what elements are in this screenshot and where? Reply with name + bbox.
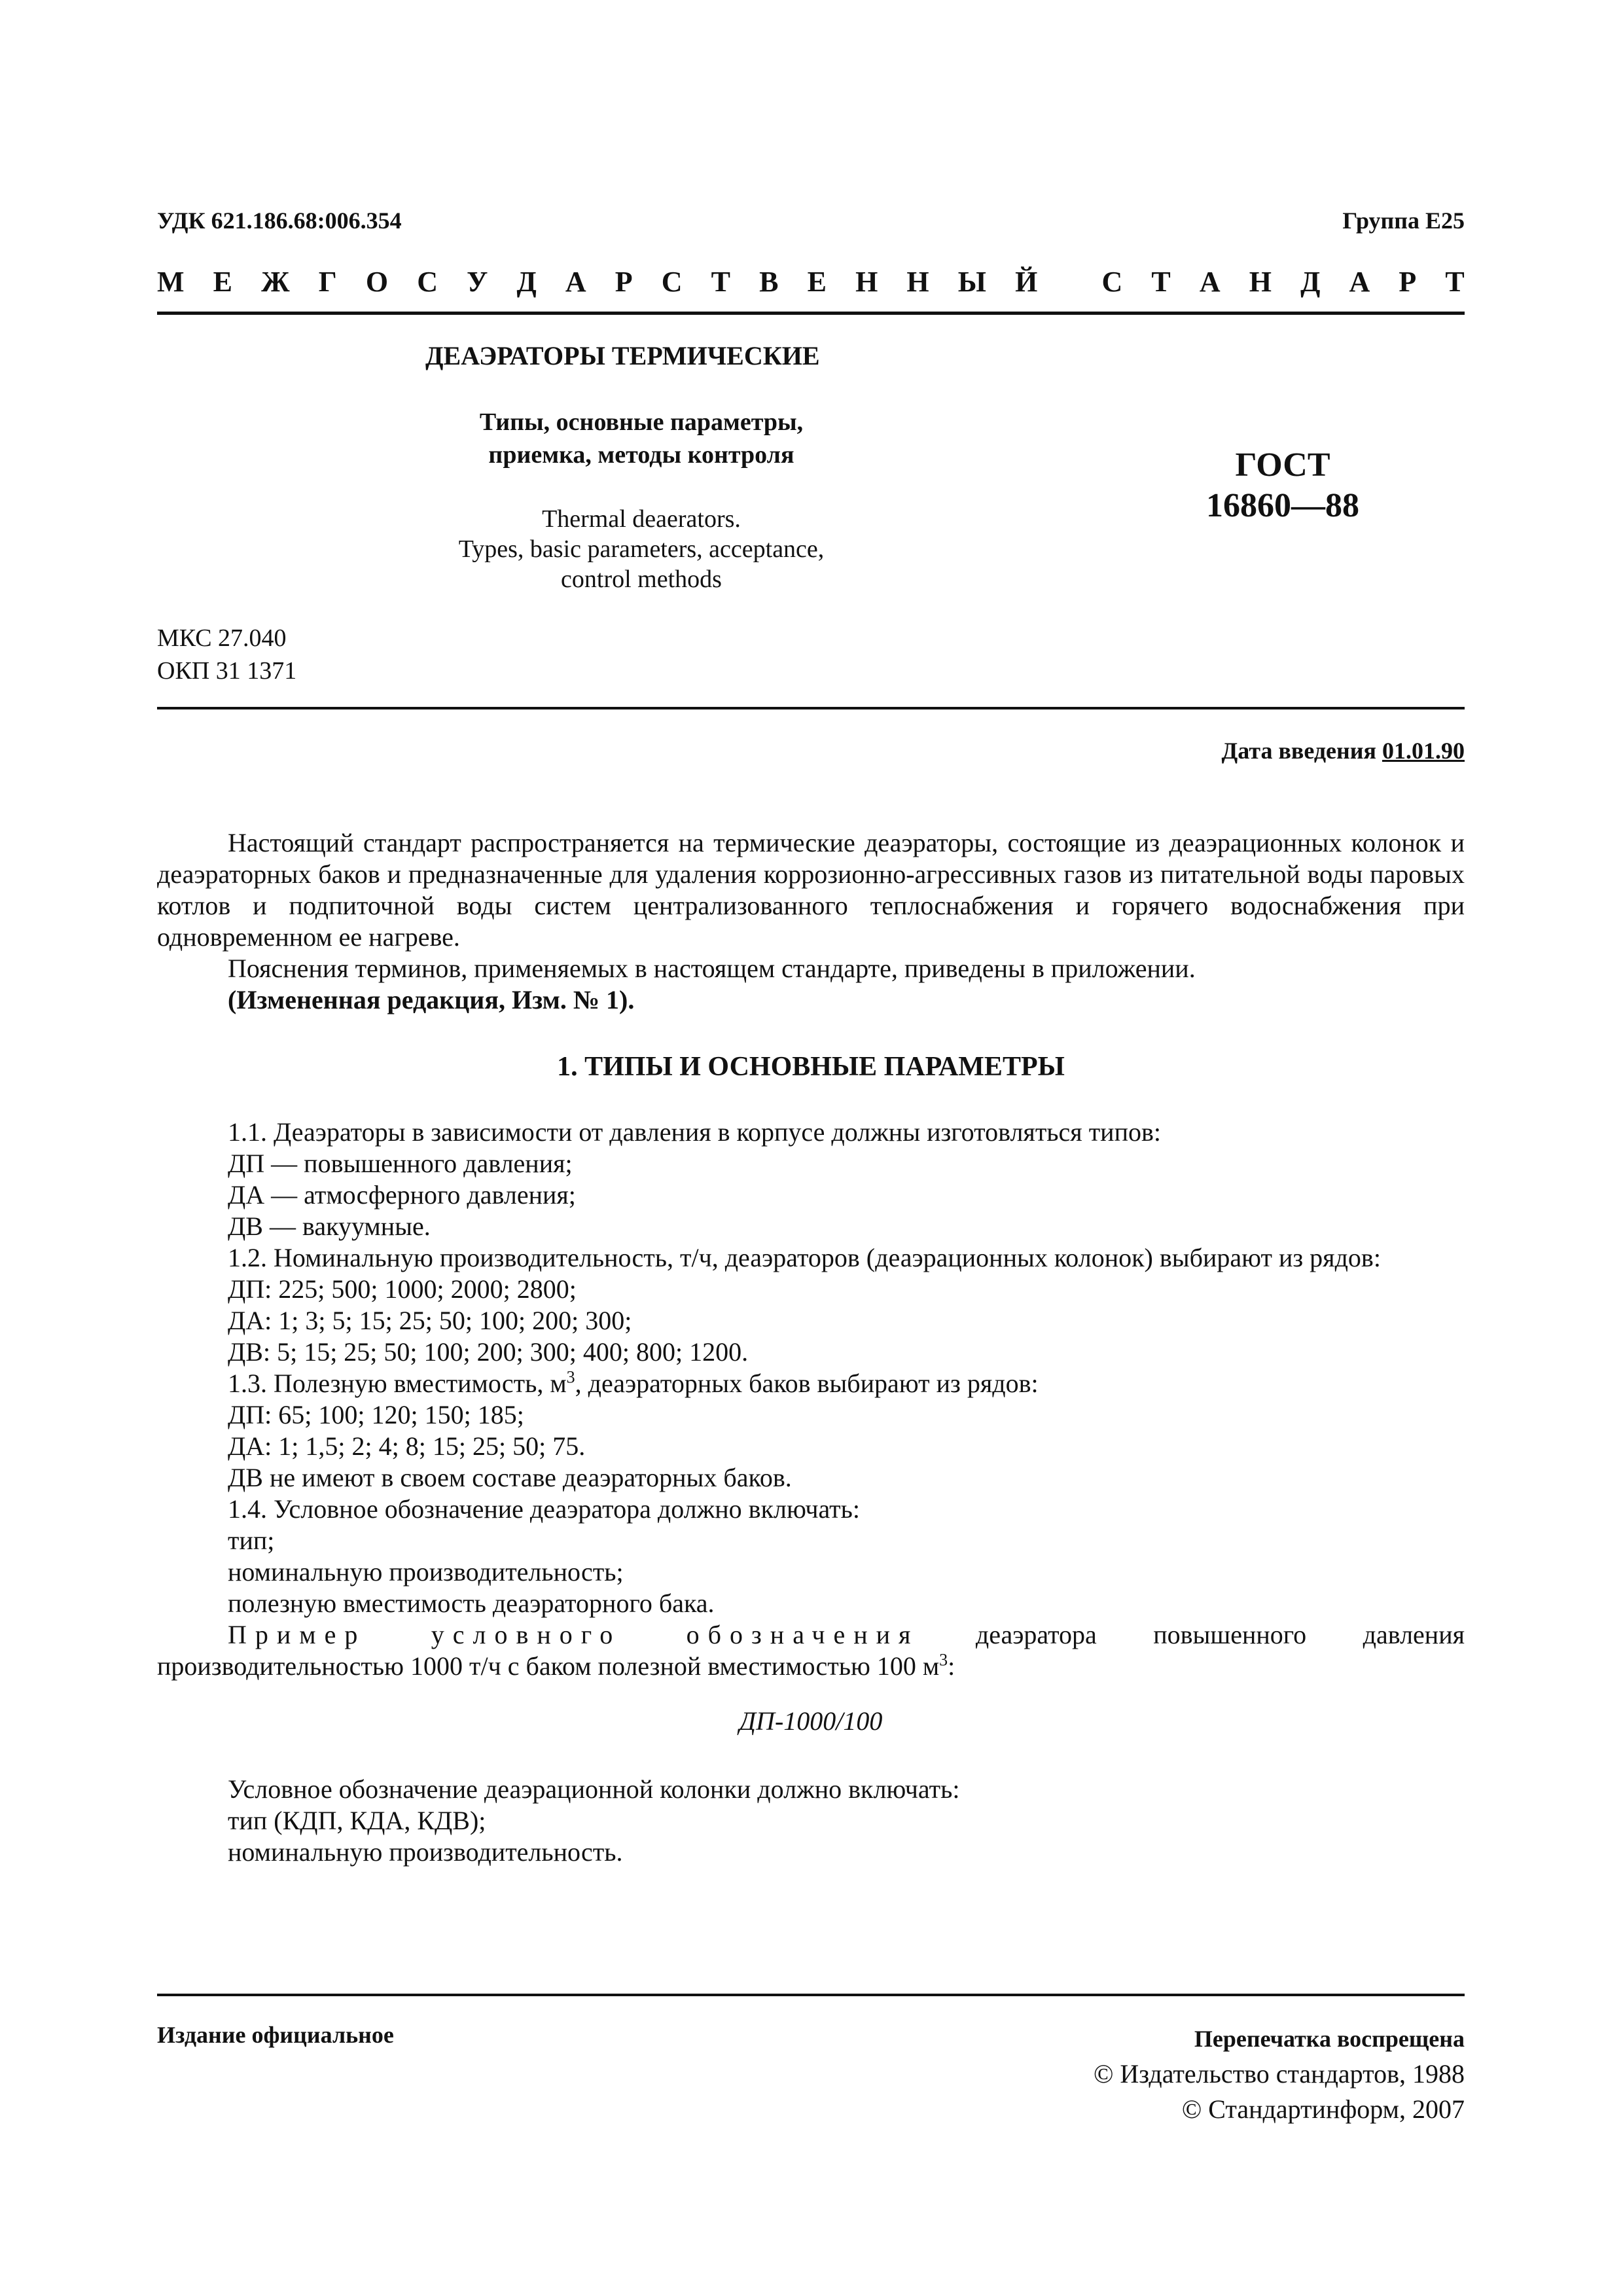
title-main: ДЕАЭРАТОРЫ ТЕРМИЧЕСКИЕ: [425, 341, 820, 370]
mks-code: МКС 27.040: [157, 624, 287, 652]
group-code: Группа Е25: [1342, 207, 1465, 234]
heading-letter: О: [365, 265, 389, 298]
heading-letter: Ж: [261, 265, 290, 298]
heading-letter: С: [417, 265, 438, 298]
heading-letter: Р: [1399, 265, 1417, 298]
clause-1-3-text-end: , деаэраторных баков выбирают из рядов:: [575, 1369, 1039, 1398]
heading-letter: Н: [906, 265, 929, 298]
official-edition: Издание официальное: [157, 2022, 394, 2048]
title-english: [393, 504, 890, 594]
clause-1-4-item-1: тип;: [228, 1526, 275, 1555]
classification-codes: [157, 622, 296, 687]
heading-letter: Т: [1151, 265, 1171, 298]
heading-letter: Е: [807, 265, 827, 298]
clause-1-2: 1.2. Номинальную производительность, т/ч, деаэраторов (деаэрационных колонок) выбирают из рядов:: [228, 1243, 1381, 1272]
title-sub-line2: приемка, методы контроля: [488, 441, 794, 469]
clause-1-4-item-2: номинальную производительность;: [228, 1557, 624, 1587]
date-label: Дата введения: [1221, 738, 1382, 764]
header-rule: [157, 312, 1465, 315]
heading-letter: А: [1349, 265, 1370, 298]
amendment-note: (Измененная редакция, Изм. № 1).: [228, 985, 635, 1014]
intro-paragraph-1: Настоящий стандарт распространяется на термические деаэраторы, состоящие из деаэрационных колонок и деаэраторных баков и предназначенные для удаления коррозионно-агрессивных газов из питательной воды паровых котлов и подпиточной воды систем централизованного теплоснабжения и горячего водоснабжения при одновременном ее нагреве.: [157, 828, 1465, 952]
reprint-notice: Перепечатка воспрещена: [1194, 2026, 1465, 2052]
clause-1-1-dp: ДП — повышенного давления;: [228, 1149, 573, 1178]
gost-number: [1152, 445, 1414, 526]
heading-letter: М: [157, 265, 185, 298]
heading-letter: Д: [516, 265, 537, 298]
clause-1-3-dv: ДВ не имеют в своем составе деаэраторных баков.: [228, 1463, 792, 1492]
heading-letter: Н: [855, 265, 878, 298]
heading-letter: Т: [1445, 265, 1465, 298]
example-end: :: [948, 1651, 955, 1681]
example-sup: 3: [939, 1650, 948, 1670]
gost-label: ГОСТ: [1235, 446, 1330, 484]
clause-1-4: 1.4. Условное обозначение деаэратора должно включать:: [228, 1494, 860, 1524]
footer-rights: [1094, 2021, 1465, 2127]
codes-rule: [157, 707, 1465, 709]
standard-heading: [157, 262, 1465, 301]
footer-rule: [157, 1994, 1465, 1996]
heading-letter: А: [565, 265, 586, 298]
clause-1-1-da: ДА — атмосферного давления;: [228, 1180, 576, 1210]
heading-letter: Р: [615, 265, 633, 298]
title-en-line2: Types, basic parameters, acceptance,: [458, 535, 825, 563]
copyright-2007: © Стандартинформ, 2007: [1181, 2094, 1465, 2124]
clause-1-3: [157, 1368, 1465, 1399]
heading-letter: С: [1101, 265, 1123, 298]
clause-1-2-dv: ДВ: 5; 15; 25; 50; 100; 200; 300; 400; 800; 1200.: [228, 1337, 749, 1367]
gost-code: 16860—88: [1206, 487, 1359, 524]
heading-letter: У: [467, 265, 488, 298]
clause-1-3-sup: 3: [566, 1367, 575, 1387]
clause-1-1-dv: ДВ — вакуумные.: [228, 1211, 431, 1241]
clause-1-3-da: ДА: 1; 1,5; 2; 4; 8; 15; 25; 50; 75.: [228, 1431, 586, 1461]
date-value: 01.01.90: [1382, 738, 1465, 764]
heading-letter: Ы: [957, 265, 986, 298]
clause-1-2-da: ДА: 1; 3; 5; 15; 25; 50; 100; 200; 300;: [228, 1306, 632, 1335]
intro-paragraph-2: Пояснения терминов, применяемых в настоящем стандарте, приведены в приложении.: [228, 954, 1196, 983]
example-label: Пример условного обозначения: [228, 1620, 919, 1649]
heading-letter: Н: [1249, 265, 1272, 298]
heading-letter: Г: [318, 265, 337, 298]
section-1-title: 1. ТИПЫ И ОСНОВНЫЕ ПАРАМЕТРЫ: [557, 1052, 1065, 1082]
example-code: ДП-1000/100: [739, 1706, 883, 1736]
clause-1-4-item-3: полезную вместимость деаэраторного бака.: [228, 1588, 715, 1618]
clause-1-1: 1.1. Деаэраторы в зависимости от давления в корпусе должны изготовляться типов:: [228, 1117, 1161, 1147]
section-1-body: [157, 1117, 1465, 1868]
column-designation-item-2: номинальную производительность.: [228, 1837, 623, 1867]
example-text: деаэратора повышенного давления производительностью 1000 т/ч с баком полезной вместимостью 100 м: [157, 1620, 1465, 1681]
intro-section: [157, 827, 1465, 1016]
heading-letter: Е: [213, 265, 232, 298]
okp-code: ОКП 31 1371: [157, 657, 297, 685]
heading-letter: С: [661, 265, 683, 298]
heading-letter: Д: [1300, 265, 1321, 298]
column-designation-intro: Условное обозначение деаэрационной колонки должно включать:: [228, 1774, 960, 1804]
heading-letter: В: [759, 265, 779, 298]
title-en-line3: control methods: [561, 565, 722, 593]
clause-1-3-dp: ДП: 65; 100; 120; 150; 185;: [228, 1400, 524, 1429]
designation-example: [157, 1619, 1465, 1682]
copyright-1988: © Издательство стандартов, 1988: [1093, 2059, 1465, 2089]
udk-code: УДК 621.186.68:006.354: [157, 207, 402, 234]
clause-1-2-dp: ДП: 225; 500; 1000; 2000; 2800;: [228, 1274, 577, 1304]
title-sub: [393, 406, 890, 471]
title-en-line1: Thermal deaerators.: [542, 505, 741, 533]
heading-letter: Т: [711, 265, 731, 298]
column-designation-item-1: тип (КДП, КДА, КДВ);: [228, 1806, 486, 1835]
introduction-date: [1222, 737, 1465, 764]
heading-letter: А: [1199, 265, 1221, 298]
title-sub-line1: Типы, основные параметры,: [479, 408, 804, 436]
clause-1-3-text: 1.3. Полезную вместимость, м: [228, 1369, 567, 1398]
heading-letter: Й: [1015, 265, 1038, 298]
